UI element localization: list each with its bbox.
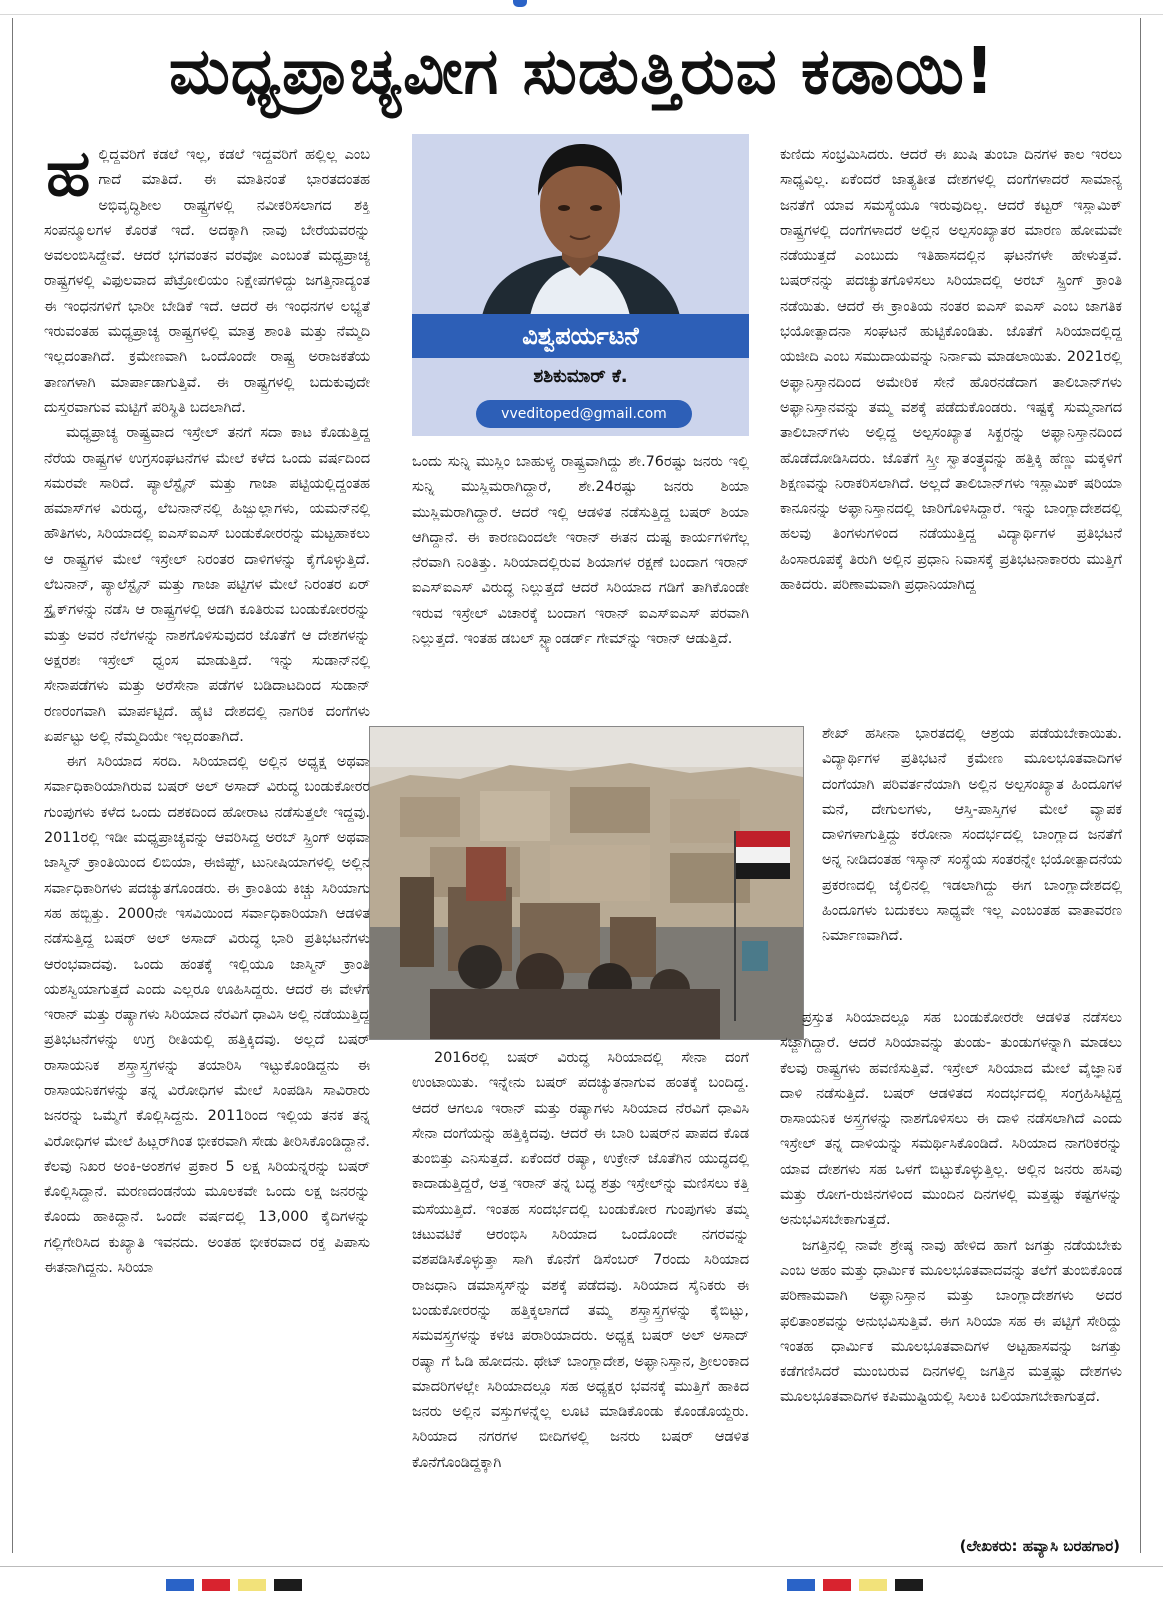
column-name: ವಿಶ್ವಪರ್ಯಟನೆ	[412, 314, 749, 358]
article-column-2-lower	[412, 1046, 749, 1536]
paragraph: ಕುಣಿದು ಸಂಭ್ರಮಿಸಿದರು. ಆದರೆ ಈ ಖುಷಿ ತುಂಬಾ ದಿನಗಳ ಕಾಲ ಇರಲು ಸಾಧ್ಯವಿಲ್ಲ. ಏಕೆಂದರೆ ಜಾತ್ಯತೀತ ದೇಶಗಳಲ್ಲಿ ದಂಗೆಗಳಾದರೆ ಸಾಮಾನ್ಯ ಜನತೆಗೆ ಯಾವ ಸಮಸ್ಯೆಯೂ ಇರುವುದಿಲ್ಲ. ಆದರೆ ಕಟ್ಟರ್ ಇಸ್ಲಾಮಿಕ್ ರಾಷ್ಟ್ರಗಳಲ್ಲಿ ದಂಗೆಗಳಾದರೆ ಅಲ್ಲಿನ ಅಲ್ಪಸಂಖ್ಯಾತರ ಮಾರಣ ಹೋಮವೇ ನಡೆಯುತ್ತದೆ ಎಂಬುದು ಇತಿಹಾಸದಲ್ಲಿನ ಘಟನೆಗಳೇ ಹೇಳುತ್ತವೆ. ಬಷರ್‌ನನ್ನು ಪದಚ್ಯುತಗೊಳಿಸಲು ಸಿರಿಯಾದಲ್ಲಿ ಅರಬ್ ಸ್ಪ್ರಿಂಗ್ ಕ್ರಾಂತಿ ನಡೆಯಿತು. ಆದರೆ ಈ ಕ್ರಾಂತಿಯ ನಂತರ ಐಎಸ್ ಐಎಸ್ ಎಂಬ ಜಾಗತಿಕ ಭಯೋತ್ಪಾದನಾ ಸಂಘಟನೆ ಹುಟ್ಟಿಕೊಂಡಿತು. ಜೊತೆಗೆ ಸಿರಿಯಾದಲ್ಲಿದ್ದ ಯಜೀದಿ ಎಂಬ ಸಮುದಾಯವನ್ನು ನಿರ್ನಾಮ ಮಾಡಲಾಯಿತು. 2021ರಲ್ಲಿ ಅಫ್ಘಾನಿಸ್ತಾನದಿಂದ ಅಮೇರಿಕ ಸೇನೆ ಹೊರನಡೆದಾಗ ತಾಲಿಬಾನ್‌ಗಳು ಅಫ್ಘಾನಿಸ್ತಾನವನ್ನು ತಮ್ಮ ವಶಕ್ಕೆ ಪಡೆದುಕೊಂಡರು. ಇಷ್ಟಕ್ಕೆ ಸುಮ್ಮನಾಗದ ತಾಲಿಬಾನ್‌ಗಳು ಅಲ್ಲಿದ್ದ ಅಲ್ಪಸಂಖ್ಯಾತ ಸಿಕ್ಖರನ್ನು ಅಫ್ಘಾನಿಸ್ತಾನದಿಂದ ಹೊಡೆದೋಡಿಸಿದರು. ಜೊತೆಗೆ ಸ್ತ್ರೀ ಸ್ವಾತಂತ್ರ್ಯವನ್ನು ಹತ್ತಿಕ್ಕಿ ಹೆಣ್ಣು ಮಕ್ಕಳಿಗೆ ಶಿಕ್ಷಣವನ್ನು ನಿರಾಕರಿಸಲಾಗಿದೆ. ಅಲ್ಲದೆ ತಾಲಿಬಾನ್‌ಗಳು ಇಸ್ಲಾಮಿಕ್ ಷರಿಯಾ ಕಾನೂನನ್ನು ಅಫ್ಘಾನಿಸ್ತಾನದಲ್ಲಿ ಜಾರಿಗೊಳಿಸಿದ್ದಾರೆ. ಇನ್ನು ಬಾಂಗ್ಲಾದೇಶದಲ್ಲಿ ಹಲವು ತಿಂಗಳುಗಳಿಂದ ನಡೆಯುತ್ತಿದ್ದ ವಿದ್ಯಾರ್ಥಿಗಳ ಪ್ರತಿಭಟನೆ ಹಿಂಸಾರೂಪಕ್ಕೆ ತಿರುಗಿ ಅಲ್ಲಿನ ಪ್ರಧಾನಿ ನಿವಾಸಕ್ಕೆ ಪ್ರತಿಭಟನಾಕಾರರು ಮುತ್ತಿಗೆ ಹಾಕಿದರು. ಪರಿಣಾಮವಾಗಿ ಪ್ರಧಾನಿಯಾಗಿದ್ದ	[780, 147, 1122, 594]
article-column-3-lower	[780, 1006, 1122, 1534]
paragraph: ಮಧ್ಯಪ್ರಾಚ್ಯ ರಾಷ್ಟ್ರವಾದ ಇಸ್ರೇಲ್ ತನಗೆ ಸದಾ ಕಾಟ ಕೊಡುತ್ತಿದ್ದ ನೆರೆಯ ರಾಷ್ಟ್ರಗಳ ಉಗ್ರಸಂಘಟನೆಗಳ ಮೇಲೆ ಕಳೆದ ಒಂದು ವರ್ಷದಿಂದ ಸಮರವೇ ಸಾರಿದೆ. ಪ್ಯಾಲೆಸ್ಟೈನ್ ಮತ್ತು ಗಾಜಾ ಪಟ್ಟಿಯಲ್ಲಿದ್ದಂತಹ ಹಮಾಸ್‌ಗಳ ವಿರುದ್ಧ, ಲೆಬನಾನ್‌ನಲ್ಲಿ ಹಿಜ್ಬುಲ್ಲಾಗಳು, ಯಮನ್‌ನಲ್ಲಿ ಹೌತಿಗಳು, ಸಿರಿಯಾದಲ್ಲಿ ಐಎಸ್‌ಐಎಸ್ ಬಂಡುಕೋರರನ್ನು ಮಟ್ಟಹಾಕಲು ಆ ರಾಷ್ಟ್ರಗಳ ಮೇಲೆ ಇಸ್ರೇಲ್ ನಿರಂತರ ದಾಳಿಗಳನ್ನು ಕೈಗೊಳ್ಳುತ್ತಿದೆ. ಲೆಬನಾನ್, ಪ್ಯಾಲೆಸ್ಟೈನ್ ಮತ್ತು ಗಾಜಾ ಪಟ್ಟಿಗಳ ಮೇಲೆ ನಿರಂತರ ಏರ್ ಸ್ಟ್ರೈಕ್‌ಗಳನ್ನು ನಡೆಸಿ ಆ ರಾಷ್ಟ್ರಗಳಲ್ಲಿ ಅಡಗಿ ಕೂತಿರುವ ಬಂಡುಕೋರರನ್ನು ಮತ್ತು ಅವರ ನೆಲೆಗಳನ್ನು ನಾಶಗೊಳಿಸುವುದರ ಜೊತೆಗೆ ಆ ದೇಶಗಳನ್ನು ಅಕ್ಷರಶಃ ಇಸ್ರೇಲ್ ಧ್ವಂಸ ಮಾಡುತ್ತಿದೆ. ಇನ್ನು ಸುಡಾನ್‌ನಲ್ಲಿ ಸೇನಾಪಡೆಗಳು ಮತ್ತು ಅರೆಸೇನಾ ಪಡೆಗಳ ಬಡಿದಾಟದಿಂದ ಸುಡಾನ್ ರಣರಂಗವಾಗಿ ಮಾರ್ಪಟ್ಟಿದೆ. ಹೈಟಿ ದೇಶದಲ್ಲಿ ನಾಗರಿಕ ದಂಗೆಗಳು ಏರ್ಪಟ್ಟು ಅಲ್ಲಿ ನೆಮ್ಮದಿಯೇ ಇಲ್ಲದಂತಾಗಿದೆ.	[44, 425, 370, 745]
reg-mark-black	[895, 1579, 923, 1591]
reg-mark-blue	[787, 1579, 815, 1591]
paragraph: ಶೇಖ್ ಹಸೀನಾ ಭಾರತದಲ್ಲಿ ಆಶ್ರಯ ಪಡೆಯಬೇಕಾಯಿತು. ವಿದ್ಯಾರ್ಥಿಗಳ ಪ್ರತಿಭಟನೆ ಕ್ರಮೇಣ ಮೂಲಭೂತವಾದಿಗಳ ದಂಗೆಯಾಗಿ ಪರಿವರ್ತನೆಯಾಗಿ ಅಲ್ಲಿನ ಅಲ್ಪಸಂಖ್ಯಾತ ಹಿಂದೂಗಳ ಮನೆ, ದೇಗುಲಗಳು, ಆಸ್ತಿ-ಪಾಸ್ತಿಗಳ ಮೇಲೆ ವ್ಯಾಪಕ ದಾಳಿಗಳಾಗುತ್ತಿದ್ದು ಕರೋನಾ ಸಂದರ್ಭದಲ್ಲಿ ಬಾಂಗ್ಲಾದ ಜನತೆಗೆ ಅನ್ನ ನೀಡಿದಂತಹ ಇಸ್ಕಾನ್ ಸಂಸ್ಥೆಯ ಸಂತರನ್ನೇ ಭಯೋತ್ಪಾದನೆಯ ಪ್ರಕರಣದಲ್ಲಿ ಜೈಲಿನಲ್ಲಿ ಇಡಲಾಗಿದ್ದು ಈಗ ಬಾಂಗ್ಲಾದೇಶದಲ್ಲಿ ಹಿಂದೂಗಳು ಬದುಕಲು ಸಾಧ್ಯವೇ ಇಲ್ಲ ಎಂಬಂತಹ ವಾತಾವರಣ ನಿರ್ಮಾಣವಾಗಿದೆ.	[822, 726, 1122, 945]
article-column-2-upper	[412, 450, 749, 716]
frame-right-rule	[1140, 18, 1141, 1553]
paragraph: ಲ್ಲಿದ್ದವರಿಗೆ ಕಡಲೆ ಇಲ್ಲ, ಕಡಲೆ ಇದ್ದವರಿಗೆ ಹಲ್ಲಿಲ್ಲ ಎಂಬ ಗಾದೆ ಮಾತಿದೆ. ಈ ಮಾತಿನಂತೆ ಭಾರತದಂತಹ ಅಭಿವೃದ್ಧಿಶೀಲ ರಾಷ್ಟ್ರಗಳಲ್ಲಿ ನವೀಕರಿಸಲಾಗದ ಶಕ್ತಿ ಸಂಪನ್ಮೂಲಗಳ ಕೊರತೆ ಇದೆ. ಅದಕ್ಕಾಗಿ ನಾವು ಬೇರೆಯವರನ್ನು ಅವಲಂಬಿಸಿದ್ದೇವೆ. ಆದರೆ ಭಗವಂತನ ವರವೋ ಎಂಬಂತೆ ಮಧ್ಯಪ್ರಾಚ್ಯ ರಾಷ್ಟ್ರಗಳಲ್ಲಿ ವಿಫುಲವಾದ ಪೆಟ್ರೋಲಿಯಂ ನಿಕ್ಷೇಪಗಳಿದ್ದು ಜಗತ್ತಿನಾದ್ಯಂತ ಈ ಇಂಧನಗಳಿಗೆ ಭಾರೀ ಬೇಡಿಕೆ ಇದೆ. ಆದರೆ ಈ ಇಂಧನಗಳ ಲಭ್ಯತೆ ಇರುವಂತಹ ಮಧ್ಯಪ್ರಾಚ್ಯ ರಾಷ್ಟ್ರಗಳಲ್ಲಿ ಮಾತ್ರ ಶಾಂತಿ ಮತ್ತು ನೆಮ್ಮದಿ ಇಲ್ಲದಂತಾಗಿದೆ. ಕ್ರಮೇಣವಾಗಿ ಒಂದೊಂದೇ ರಾಷ್ಟ್ರ ಅರಾಜಕತೆಯ ತಾಣಗಳಾಗಿ ಮಾರ್ಪಾಡಾಗುತ್ತಿವೆ. ಈ ರಾಷ್ಟ್ರಗಳಲ್ಲಿ ಬದುಕುವುದೇ ದುಸ್ತರವಾಗುವ ಮಟ್ಟಿಗೆ ಪರಿಸ್ಥಿತಿ ಬದಲಾಗಿದೆ.	[44, 147, 370, 416]
paragraph: ಒಂದು ಸುನ್ನಿ ಮುಸ್ಲಿಂ ಬಾಹುಳ್ಯ ರಾಷ್ಟ್ರವಾಗಿದ್ದು ಶೇ.76ರಷ್ಟು ಜನರು ಇಲ್ಲಿ ಸುನ್ನಿ ಮುಸ್ಲಿಮರಾಗಿದ್ದಾರೆ, ಶೇ.24ರಷ್ಟು ಜನರು ಶಿಯಾ ಮುಸ್ಲಿಮರಾಗಿದ್ದಾರೆ. ಆದರೆ ಇಲ್ಲಿ ಆಡಳಿತ ನಡೆಸುತ್ತಿದ್ದ ಬಷರ್ ಶಿಯಾ ಆಗಿದ್ದಾನೆ. ಈ ಕಾರಣದಿಂದಲೇ ಇರಾನ್ ಈತನ ದುಷ್ಟ ಕಾರ್ಯಗಳಿಗೆಲ್ಲ ನೆರವಾಗಿ ನಿಂತಿತ್ತು. ಸಿರಿಯಾದಲ್ಲಿರುವ ಶಿಯಾಗಳ ರಕ್ಷಣೆ ಬಂದಾಗ ಇರಾನ್ ಐಎಸ್‌ಐಎಸ್ ವಿರುದ್ಧ ನಿಲ್ಲುತ್ತದೆ ಆದರೆ ಸಿರಿಯಾದ ಗಡಿಗೆ ತಾಗಿಕೊಂಡೇ ಇರುವ ಇಸ್ರೇಲ್ ವಿಚಾರಕ್ಕೆ ಬಂದಾಗ ಇರಾನ್ ಐಎಸ್‌ಐಎಸ್ ಪರವಾಗಿ ನಿಲ್ಲುತ್ತದೆ. ಇಂತಹ ಡಬಲ್ ಸ್ಟ್ಯಾಂಡರ್ಡ್ ಗೇಮ್‌ನ್ನು ಇರಾನ್ ಆಡುತ್ತಿದೆ.	[412, 454, 749, 648]
reg-mark-red	[823, 1579, 851, 1591]
author-email[interactable]: vveditoped@gmail.com	[476, 400, 692, 428]
page-marker	[513, 0, 527, 7]
bottom-rule	[0, 1566, 1163, 1567]
paragraph: ಪ್ರಸ್ತುತ ಸಿರಿಯಾದಲ್ಲೂ ಸಹ ಬಂಡುಕೋರರೇ ಆಡಳಿತ ನಡೆಸಲು ಸಜ್ಜಾಗಿದ್ದಾರೆ. ಆದರೆ ಸಿರಿಯಾವನ್ನು ತುಂಡು- ತುಂಡುಗಳನ್ನಾಗಿ ಮಾಡಲು ಕೆಲವು ರಾಷ್ಟ್ರಗಳು ಹವಣಿಸುತ್ತಿವೆ. ಇಸ್ರೇಲ್ ಸಿರಿಯಾದ ಮೇಲೆ ವೈಜ್ಞಾನಿಕ ದಾಳಿ ನಡೆಸುತ್ತಿದೆ. ಬಷರ್ ಆಡಳಿತದ ಸಂದರ್ಭದಲ್ಲಿ ಸಂಗ್ರಹಿಸಿಟ್ಟಿದ್ದ ರಾಸಾಯನಿಕ ಅಸ್ತ್ರಗಳನ್ನು ನಾಶಗೊಳಿಸಲು ಈ ದಾಳಿ ನಡೆಸಲಾಗಿದೆ ಎಂದು ಇಸ್ರೇಲ್ ತನ್ನ ದಾಳಿಯನ್ನು ಸಮರ್ಥಿಸಿಕೊಂಡಿದೆ. ಸಿರಿಯಾದ ನಾಗರಿಕರನ್ನು ಯಾವ ದೇಶಗಳು ಸಹ ಒಳಗೆ ಬಿಟ್ಟುಕೊಳ್ಳುತ್ತಿಲ್ಲ. ಅಲ್ಲಿನ ಜನರು ಹಸಿವು ಮತ್ತು ರೋಗ-ರುಜಿನಗಳಿಂದ ಮುಂದಿನ ದಿನಗಳಲ್ಲಿ ಮತ್ತಷ್ಟು ಕಷ್ಟಗಳನ್ನು ಅನುಭವಿಸಬೇಕಾಗುತ್ತದೆ.	[780, 1010, 1122, 1229]
author-credit: (ಲೇಖಕರು: ಹವ್ಯಾಸಿ ಬರಹಗಾರ)	[959, 1537, 1120, 1555]
reg-mark-black	[274, 1579, 302, 1591]
author-portrait	[412, 134, 749, 316]
headline: ಮಧ್ಯಪ್ರಾಚ್ಯವೀಗ ಸುಡುತ್ತಿರುವ ಕಡಾಯಿ!	[168, 35, 996, 109]
syria-protest-photo	[369, 726, 804, 1040]
reg-mark-yellow	[859, 1579, 887, 1591]
reg-mark-red	[202, 1579, 230, 1591]
registration-marks-right	[787, 1579, 923, 1591]
article-column-3-mid	[822, 722, 1122, 1004]
paragraph: ಜಗತ್ತಿನಲ್ಲಿ ನಾವೇ ಶ್ರೇಷ್ಠ ನಾವು ಹೇಳಿದ ಹಾಗೆ ಜಗತ್ತು ನಡೆಯಬೇಕು ಎಂಬ ಅಹಂ ಮತ್ತು ಧಾರ್ಮಿಕ ಮೂಲಭೂತವಾದವನ್ನು ತಲೆಗೆ ತುಂಬಿಕೊಂಡ ಪರಿಣಾಮವಾಗಿ ಅಫ್ಘಾನಿಸ್ತಾನ ಮತ್ತು ಬಾಂಗ್ಲಾದೇಶಗಳು ಅದರ ಫಲಿತಾಂಶವನ್ನು ಅನುಭವಿಸುತ್ತಿವೆ. ಈಗ ಸಿರಿಯಾ ಸಹ ಈ ಪಟ್ಟಿಗೆ ಸೇರಿದ್ದು ಇಂತಹ ಧಾರ್ಮಿಕ ಮೂಲಭೂತವಾದಿಗಳ ಅಟ್ಟಹಾಸವನ್ನು ಜಗತ್ತು ಕಡೆಗಣಿಸಿದರೆ ಮುಂಬರುವ ದಿನಗಳಲ್ಲಿ ಜಗತ್ತಿನ ಮತ್ತಷ್ಟು ದೇಶಗಳು ಮೂಲಭೂತವಾದಿಗಳ ಕಪಿಮುಷ್ಟಿಯಲ್ಲಿ ಸಿಲುಕಿ ಬಲಿಯಾಗಬೇಕಾಗುತ್ತದೆ.	[780, 1237, 1122, 1406]
article-column-3-upper	[780, 143, 1122, 721]
top-strip	[0, 0, 1163, 15]
author-name: ಶಶಿಕುಮಾರ್ ಕೆ.	[533, 366, 628, 387]
reg-mark-blue	[166, 1579, 194, 1591]
frame-left-rule	[12, 18, 13, 1553]
article-column-1	[44, 143, 370, 1535]
registration-marks-left	[166, 1579, 302, 1591]
drop-cap: ಹ	[46, 143, 91, 211]
columnist-panel	[412, 134, 749, 436]
paragraph: ಈಗ ಸಿರಿಯಾದ ಸರದಿ. ಸಿರಿಯಾದಲ್ಲಿ ಅಲ್ಲಿನ ಅಧ್ಯಕ್ಷ ಅಥವಾ ಸರ್ವಾಧಿಕಾರಿಯಾಗಿರುವ ಬಷರ್ ಅಲ್ ಅಸಾದ್ ವಿರುದ್ಧ ಬಂಡುಕೋರರ ಗುಂಪುಗಳು ಕಳೆದ ಒಂದು ದಶಕದಿಂದ ಹೋರಾಟ ನಡೆಸುತ್ತಲೇ ಇದ್ದವು. 2011ರಲ್ಲಿ ಇಡೀ ಮಧ್ಯಪ್ರಾಚ್ಯವನ್ನು ಆವರಿಸಿದ್ದ ಅರಬ್ ಸ್ಪ್ರಿಂಗ್ ಅಥವಾ ಜಾಸ್ಮಿನ್ ಕ್ರಾಂತಿಯಿಂದ ಲಿಬಿಯಾ, ಈಜಿಪ್ಟ್, ಟುನೀಷಿಯಾಗಳಲ್ಲಿ ಅಲ್ಲಿನ ಸರ್ವಾಧಿಕಾರಿಗಳು ಪದಚ್ಯುತಗೊಂಡರು. ಈ ಕ್ರಾಂತಿಯ ಕಿಚ್ಚು ಸಿರಿಯಾಗು ಸಹ ಹಬ್ಬಿತ್ತು. 2000ನೇ ಇಸವಿಯಿಂದ ಸರ್ವಾಧಿಕಾರಿಯಾಗಿ ಆಡಳಿತ ನಡೆಸುತ್ತಿದ್ದ ಬಷರ್ ಅಲ್ ಅಸಾದ್ ವಿರುದ್ಧ ಭಾರಿ ಪ್ರತಿಭಟನೆಗಳು ಆರಂಭವಾದವು. ಒಂದು ಹಂತಕ್ಕೆ ಇಲ್ಲಿಯೂ ಜಾಸ್ಮಿನ್ ಕ್ರಾಂತಿ ಯಶಸ್ವಿಯಾಗುತ್ತದೆ ಎಂದು ಎಲ್ಲರೂ ಊಹಿಸಿದ್ದರು. ಆದರೆ ಈ ವೇಳೆಗೆ ಇರಾನ್ ಮತ್ತು ರಷ್ಯಾಗಳು ಸಿರಿಯಾದ ನೆರವಿಗೆ ಧಾವಿಸಿ ಅಲ್ಲಿ ನಡೆಯುತ್ತಿದ್ದ ಪ್ರತಿಭಟನೆಗಳನ್ನು ಉಗ್ರ ರೀತಿಯಲ್ಲಿ ಹತ್ತಿಕ್ಕಿದವು. ಅಲ್ಲದೆ ಬಷರ್ ರಾಸಾಯನಿಕ ಶಸ್ತ್ರಾಸ್ತ್ರಗಳನ್ನು ತಯಾರಿಸಿ ಇಟ್ಟುಕೊಂಡಿದ್ದನು ಈ ರಾಸಾಯನಿಕಗಳನ್ನು ತನ್ನ ವಿರೋಧಿಗಳ ಮೇಲೆ ಸಿಂಪಡಿಸಿ ಸಾವಿರಾರು ಜನರನ್ನು ಒಮ್ಮೆಗೆ ಕೊಲ್ಲಿಸಿದ್ದನು. 2011ರಿಂದ ಇಲ್ಲಿಯ ತನಕ ತನ್ನ ವಿರೋಧಿಗಳ ಮೇಲೆ ಹಿಟ್ಲರ್‌ಗಿಂತ ಭೀಕರವಾಗಿ ಸೇಡು ತೀರಿಸಿಕೊಂಡಿದ್ದಾನೆ. ಕೆಲವು ನಿಖರ ಅಂಕಿ-ಅಂಶಗಳ ಪ್ರಕಾರ 5 ಲಕ್ಷ ಸಿರಿಯನ್ನರನ್ನು ಬಷರ್ ಕೊಲ್ಲಿಸಿದ್ದಾನೆ. ಮರಣದಂಡನೆಯ ಮೂಲಕವೇ ಒಂದು ಲಕ್ಷ ಜನರನ್ನು ಕೊಂದು ಹಾಕಿದ್ದಾನೆ. ಒಂದೇ ವರ್ಷದಲ್ಲಿ 13,000 ಕೈದಿಗಳನ್ನು ಗಲ್ಲಿಗೇರಿಸಿದ ಕುಖ್ಯಾತಿ ಇವನದು. ಅಂತಹ ಭೀಕರವಾದ ರಕ್ತ ಪಿಪಾಸು ಈತನಾಗಿದ್ದನು. ಸಿರಿಯಾ	[44, 754, 370, 1277]
paragraph: 2016ರಲ್ಲಿ ಬಷರ್ ವಿರುದ್ಧ ಸಿರಿಯಾದಲ್ಲಿ ಸೇನಾ ದಂಗೆ ಉಂಟಾಯಿತು. ಇನ್ನೇನು ಬಷರ್ ಪದಚ್ಯುತನಾಗುವ ಹಂತಕ್ಕೆ ಬಂದಿದ್ದ. ಆದರೆ ಆಗಲೂ ಇರಾನ್ ಮತ್ತು ರಷ್ಯಾಗಳು ಸಿರಿಯಾದ ನೆರವಿಗೆ ಧಾವಿಸಿ ಸೇನಾ ದಂಗೆಯನ್ನು ಹತ್ತಿಕ್ಕಿದವು. ಆದರೆ ಈ ಬಾರಿ ಬಷರ್‌ನ ಪಾಪದ ಕೊಡ ತುಂಬಿತ್ತು ಎನಿಸುತ್ತದೆ. ಏಕೆಂದರೆ ರಷ್ಯಾ, ಉಕ್ರೇನ್ ಜೊತೆಗಿನ ಯುದ್ಧದಲ್ಲಿ ಕಾದಾಡುತ್ತಿದ್ದರೆ, ಅತ್ತ ಇರಾನ್ ತನ್ನ ಬದ್ಧ ಶತ್ರು ಇಸ್ರೇಲ್‌ನ್ನು ಮಣಿಸಲು ಕತ್ತಿ ಮಸೆಯುತ್ತಿದೆ. ಇಂತಹ ಸಂದರ್ಭದಲ್ಲಿ ಬಂಡುಕೋರ ಗುಂಪುಗಳು ತಮ್ಮ ಚಟುವಟಿಕೆ ಆರಂಭಿಸಿ ಸಿರಿಯಾದ ಒಂದೊಂದೇ ನಗರವನ್ನು ವಶಪಡಿಸಿಕೊಳ್ಳುತ್ತಾ ಸಾಗಿ ಕೊನೆಗೆ ಡಿಸೆಂಬರ್ 7ರಂದು ಸಿರಿಯಾದ ರಾಜಧಾನಿ ಡಮಾಸ್ಕಸ್‌ನ್ನು ವಶಕ್ಕೆ ಪಡೆದವು. ಸಿರಿಯಾದ ಸೈನಿಕರು ಈ ಬಂಡುಕೋರರನ್ನು ಹತ್ತಿಕ್ಕಲಾಗದೆ ತಮ್ಮ ಶಸ್ತ್ರಾಸ್ತ್ರಗಳನ್ನು ಕೈಬಿಟ್ಟು, ಸಮವಸ್ತ್ರಗಳನ್ನು ಕಳಚಿ ಪರಾರಿಯಾದರು. ಅಧ್ಯಕ್ಷ ಬಷರ್ ಅಲ್ ಅಸಾದ್ ರಷ್ಯಾ ಗೆ ಓಡಿ ಹೋದನು. ಥೇಟ್ ಬಾಂಗ್ಲಾದೇಶ, ಅಫ್ಘಾನಿಸ್ತಾನ, ಶ್ರೀಲಂಕಾದ ಮಾದರಿಗಳಲ್ಲೇ ಸಿರಿಯಾದಲ್ಲೂ ಸಹ ಅಧ್ಯಕ್ಷರ ಭವನಕ್ಕೆ ಮುತ್ತಿಗೆ ಹಾಕಿದ ಜನರು ಅಲ್ಲಿನ ವಸ್ತುಗಳನ್ನೆಲ್ಲ ಲೂಟಿ ಮಾಡಿಕೊಂಡು ಕೊಂಡೊಯ್ದರು. ಸಿರಿಯಾದ ನಗರಗಳ ಬೀದಿಗಳಲ್ಲಿ ಜನರು ಬಷರ್ ಆಡಳಿತ ಕೊನೆಗೊಂಡಿದ್ದಕ್ಕಾಗಿ	[412, 1050, 749, 1471]
reg-mark-yellow	[238, 1579, 266, 1591]
